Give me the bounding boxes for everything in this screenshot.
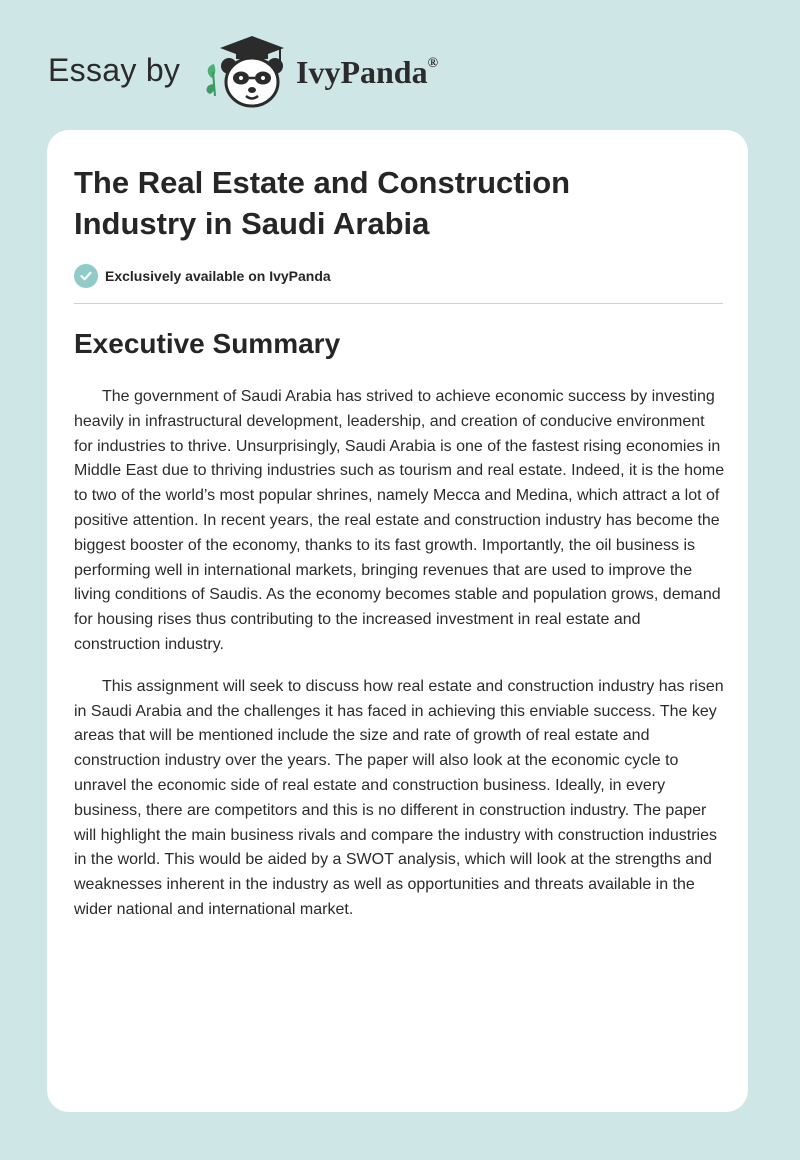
check-circle-icon	[74, 264, 98, 288]
essay-body	[74, 385, 725, 940]
paragraph-2: This assignment will seek to discuss how real estate and construction industry has risen in Saudi Arabia and the challenges it has faced in achieving this enviable success. The key areas that will be mentioned include the size and rate of growth of real estate and construction industry over the years. The paper will also look at the economic cycle to unravel the economic side of real estate and construction business. Ideally, in every business, there are competitors and this is no different in construction industry. The paper will highlight the main business rivals and compare the industry with construction industries in the world. This would be aided by a SWOT analysis, which will look at the strengths and weaknesses inherent in the industry as well as opportunities and threats available in the wider national and international market.	[74, 677, 724, 918]
essay-title: The Real Estate and Construction Industry in Saudi Arabia	[74, 165, 571, 241]
essay-card	[47, 130, 748, 1112]
paragraph-1: The government of Saudi Arabia has strived to achieve economic success by investing heavily in infrastructural development, leadership, and creation of conducive environment for industries to thrive. Unsurprisingly, Saudi Arabia is one of the fastest rising economies in Middle East due to thriving industries such as tourism and real estate. Indeed, it is the home to two of the world’s most popular shrines, namely Mecca and Medina, which attract a lot of positive attention. In recent years, the real estate and construction industry has become the biggest booster of the economy, thanks to its fast growth. Importantly, the oil business is performing well in international markets, bringing revenues that are used to improve the living conditions of Saudis. As the economy becomes stable and population grows, demand for housing rises thus contributing to the increased investment in real estate and construction industry.	[74, 388, 725, 653]
panda-logo-icon	[202, 34, 292, 110]
ivy-leaf-icon	[207, 64, 216, 96]
brand-name: IvyPanda®	[296, 54, 439, 90]
essay-by-label: Essay by	[48, 52, 181, 88]
exclusive-badge	[74, 264, 331, 288]
title-divider	[74, 303, 723, 304]
section-heading: Executive Summary	[74, 328, 341, 359]
trademark-symbol: ®	[427, 56, 439, 72]
site-header	[48, 34, 548, 110]
exclusive-badge-label: Exclusively available on IvyPanda	[105, 268, 331, 284]
